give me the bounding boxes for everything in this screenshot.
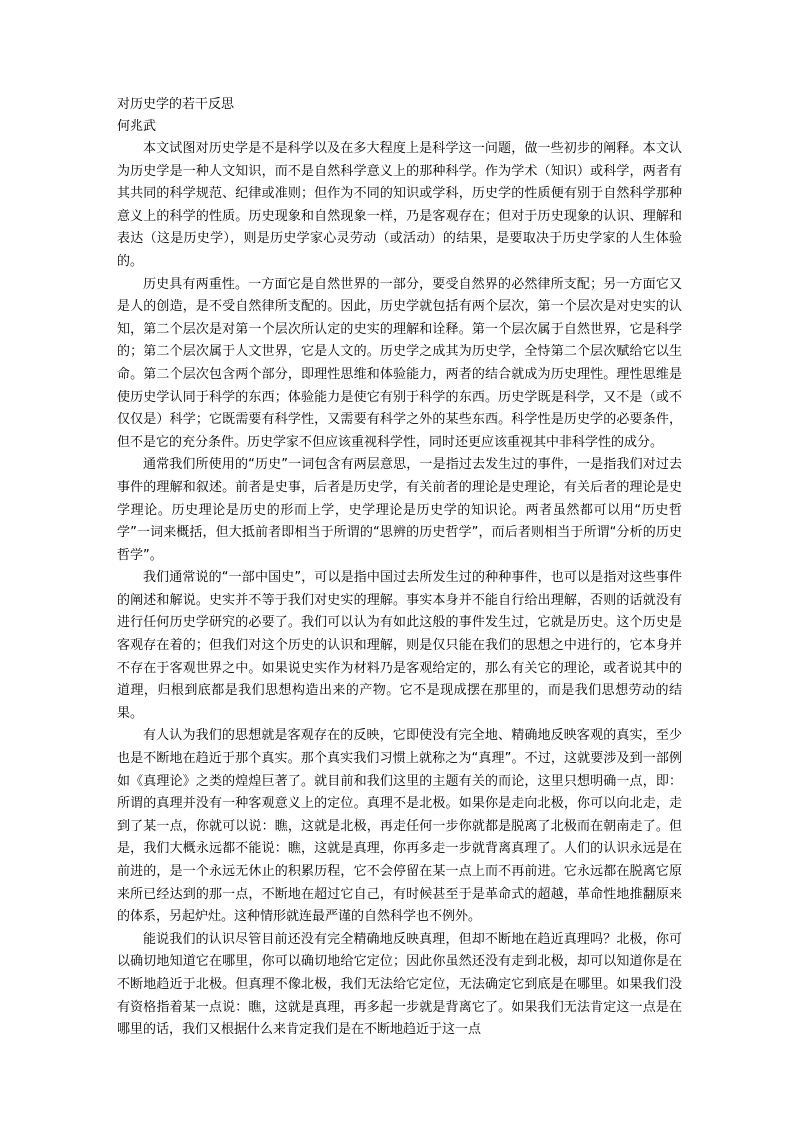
- paragraph-5: 有人认为我们的思想就是客观存在的反映，它即使没有完全地、精确地反映客观的真实，至少也是不断地在趋近于那个真实。那个真实我们习惯上就称之为“真理”。不过，这就要涉及到一部例如《真理论》之类的煌煌巨著了。就目前和我们这里的主题有关的而论，这里只想明确一点，即：所谓的真理并没有一种客观意义上的定位。真理不是北极。如果你是走向北极，你可以向北走，走到了某一点，你就可以说：瞧，这就是北极，再走任何一步你就都是脱离了北极而在朝南走了。但是，我们大概永远都不能说：瞧，这就是真理，你再多走一步就背离真理了。人们的认识永远是在前进的，是一个永远无休止的积累历程，它不会停留在某一点上而不再前进。它永远都在脱离它原来所已经达到的那一点，不断地在超过它自己，有时候甚至于是革命式的超越，革命性地推翻原来的体系，另起炉灶。这种情形就连最严谨的自然科学也不例外。: [117, 728, 682, 925]
- document-author: 何兆武: [117, 119, 157, 134]
- paragraph-6: 能说我们的认识尽管目前还没有完全精确地反映真理，但却不断地在趋近真理吗？北极，你可以确切地知道它在哪里，你可以确切地给它定位；因此你虽然还没有走到北极，却可以知道你是在不断地趋近于北极。但真理不像北极，我们无法给它定位，无法确定它到底是在哪里。如果我们没有资格指着某一点说：瞧，这就是真理，再多起一步就是背离它了。如果我们无法肯定这一点是在哪里的话，我们又根据什么来肯定我们是在不断地趋近于这一点: [117, 931, 682, 1038]
- paragraph-1: 本文试图对历史学是不是科学以及在多大程度上是科学这一问题，做一些初步的阐释。本文认为历史学是一种人文知识，而不是自然科学意义上的那种科学。作为学术（知识）或科学，两者有其共同的科学规范、纪律或准则；但作为不同的知识或学科，历史学的性质便有别于自然科学那种意义上的科学的性质。历史现象和自然现象一样，乃是客观存在；但对于历史现象的认识、理解和表达（这是历史学），则是历史学家心灵劳动（或活动）的结果，是要取决于历史学家的人生体验的。: [117, 141, 682, 269]
- paragraph-2: 历史具有两重性。一方面它是自然世界的一部分，要受自然界的必然律所支配；另一方面它又是人的创造，是不受自然律所支配的。因此，历史学就包括有两个层次，第一个层次是对史实的认知，第二个层次是对第一个层次所认定的史实的理解和诠释。第一个层次属于自然世界，它是科学的；第二个层次属于人文世界，它是人文的。历史学之成其为历史学，全恃第二个层次赋给它以生命。第二个层次包含两个部分，即理性思维和体验能力，两者的结合就成为历史理性。理性思维是使历史学认同于科学的东西；体验能力是使它有别于科学的东西。历史学既是科学，又不是（或不仅仅是）科学；它既需要有科学性，又需要有科学之外的某些东西。科学性是历史学的必要条件，但不是它的充分条件。历史学家不但应该重视科学性，同时还更应该重视其中非科学性的成分。: [117, 276, 682, 450]
- document-page: [117, 94, 682, 1042]
- paragraph-4: 我们通常说的“一部中国史”，可以是指中国过去所发生过的种种事件，也可以是指对这些事件的阐述和解说。史实并不等于我们对史实的理解。事实本身并不能自行给出理解，否则的话就没有进行任何历史学研究的必要了。我们可以认为有如此这般的事件发生过，它就是历史。这个历史是客观存在着的；但我们对这个历史的认识和理解，则是仅只能在我们的思想之中进行的，它本身并不存在于客观世界之中。如果说史实作为材料乃是客观给定的，那么有关它的理论，或者说其中的道理，归根到底都是我们思想构造出来的产物。它不是现成摆在那里的，而是我们思想劳动的结果。: [117, 570, 682, 721]
- paragraph-3: 通常我们所使用的“历史”一词包含有两层意思，一是指过去发生过的事件，一是指我们对过去事件的理解和叙述。前者是史事，后者是历史学，有关前者的理论是史理论，有关后者的理论是史学理论。历史理论是历史的形而上学，史学理论是历史学的知识论。两者虽然都可以用“历史哲学”一词来概括，但大抵前者即相当于所谓的“思辨的历史哲学”，而后者则相当于所谓“分析的历史哲学”。: [117, 457, 682, 563]
- document-title: 对历史学的若干反思: [117, 97, 235, 112]
